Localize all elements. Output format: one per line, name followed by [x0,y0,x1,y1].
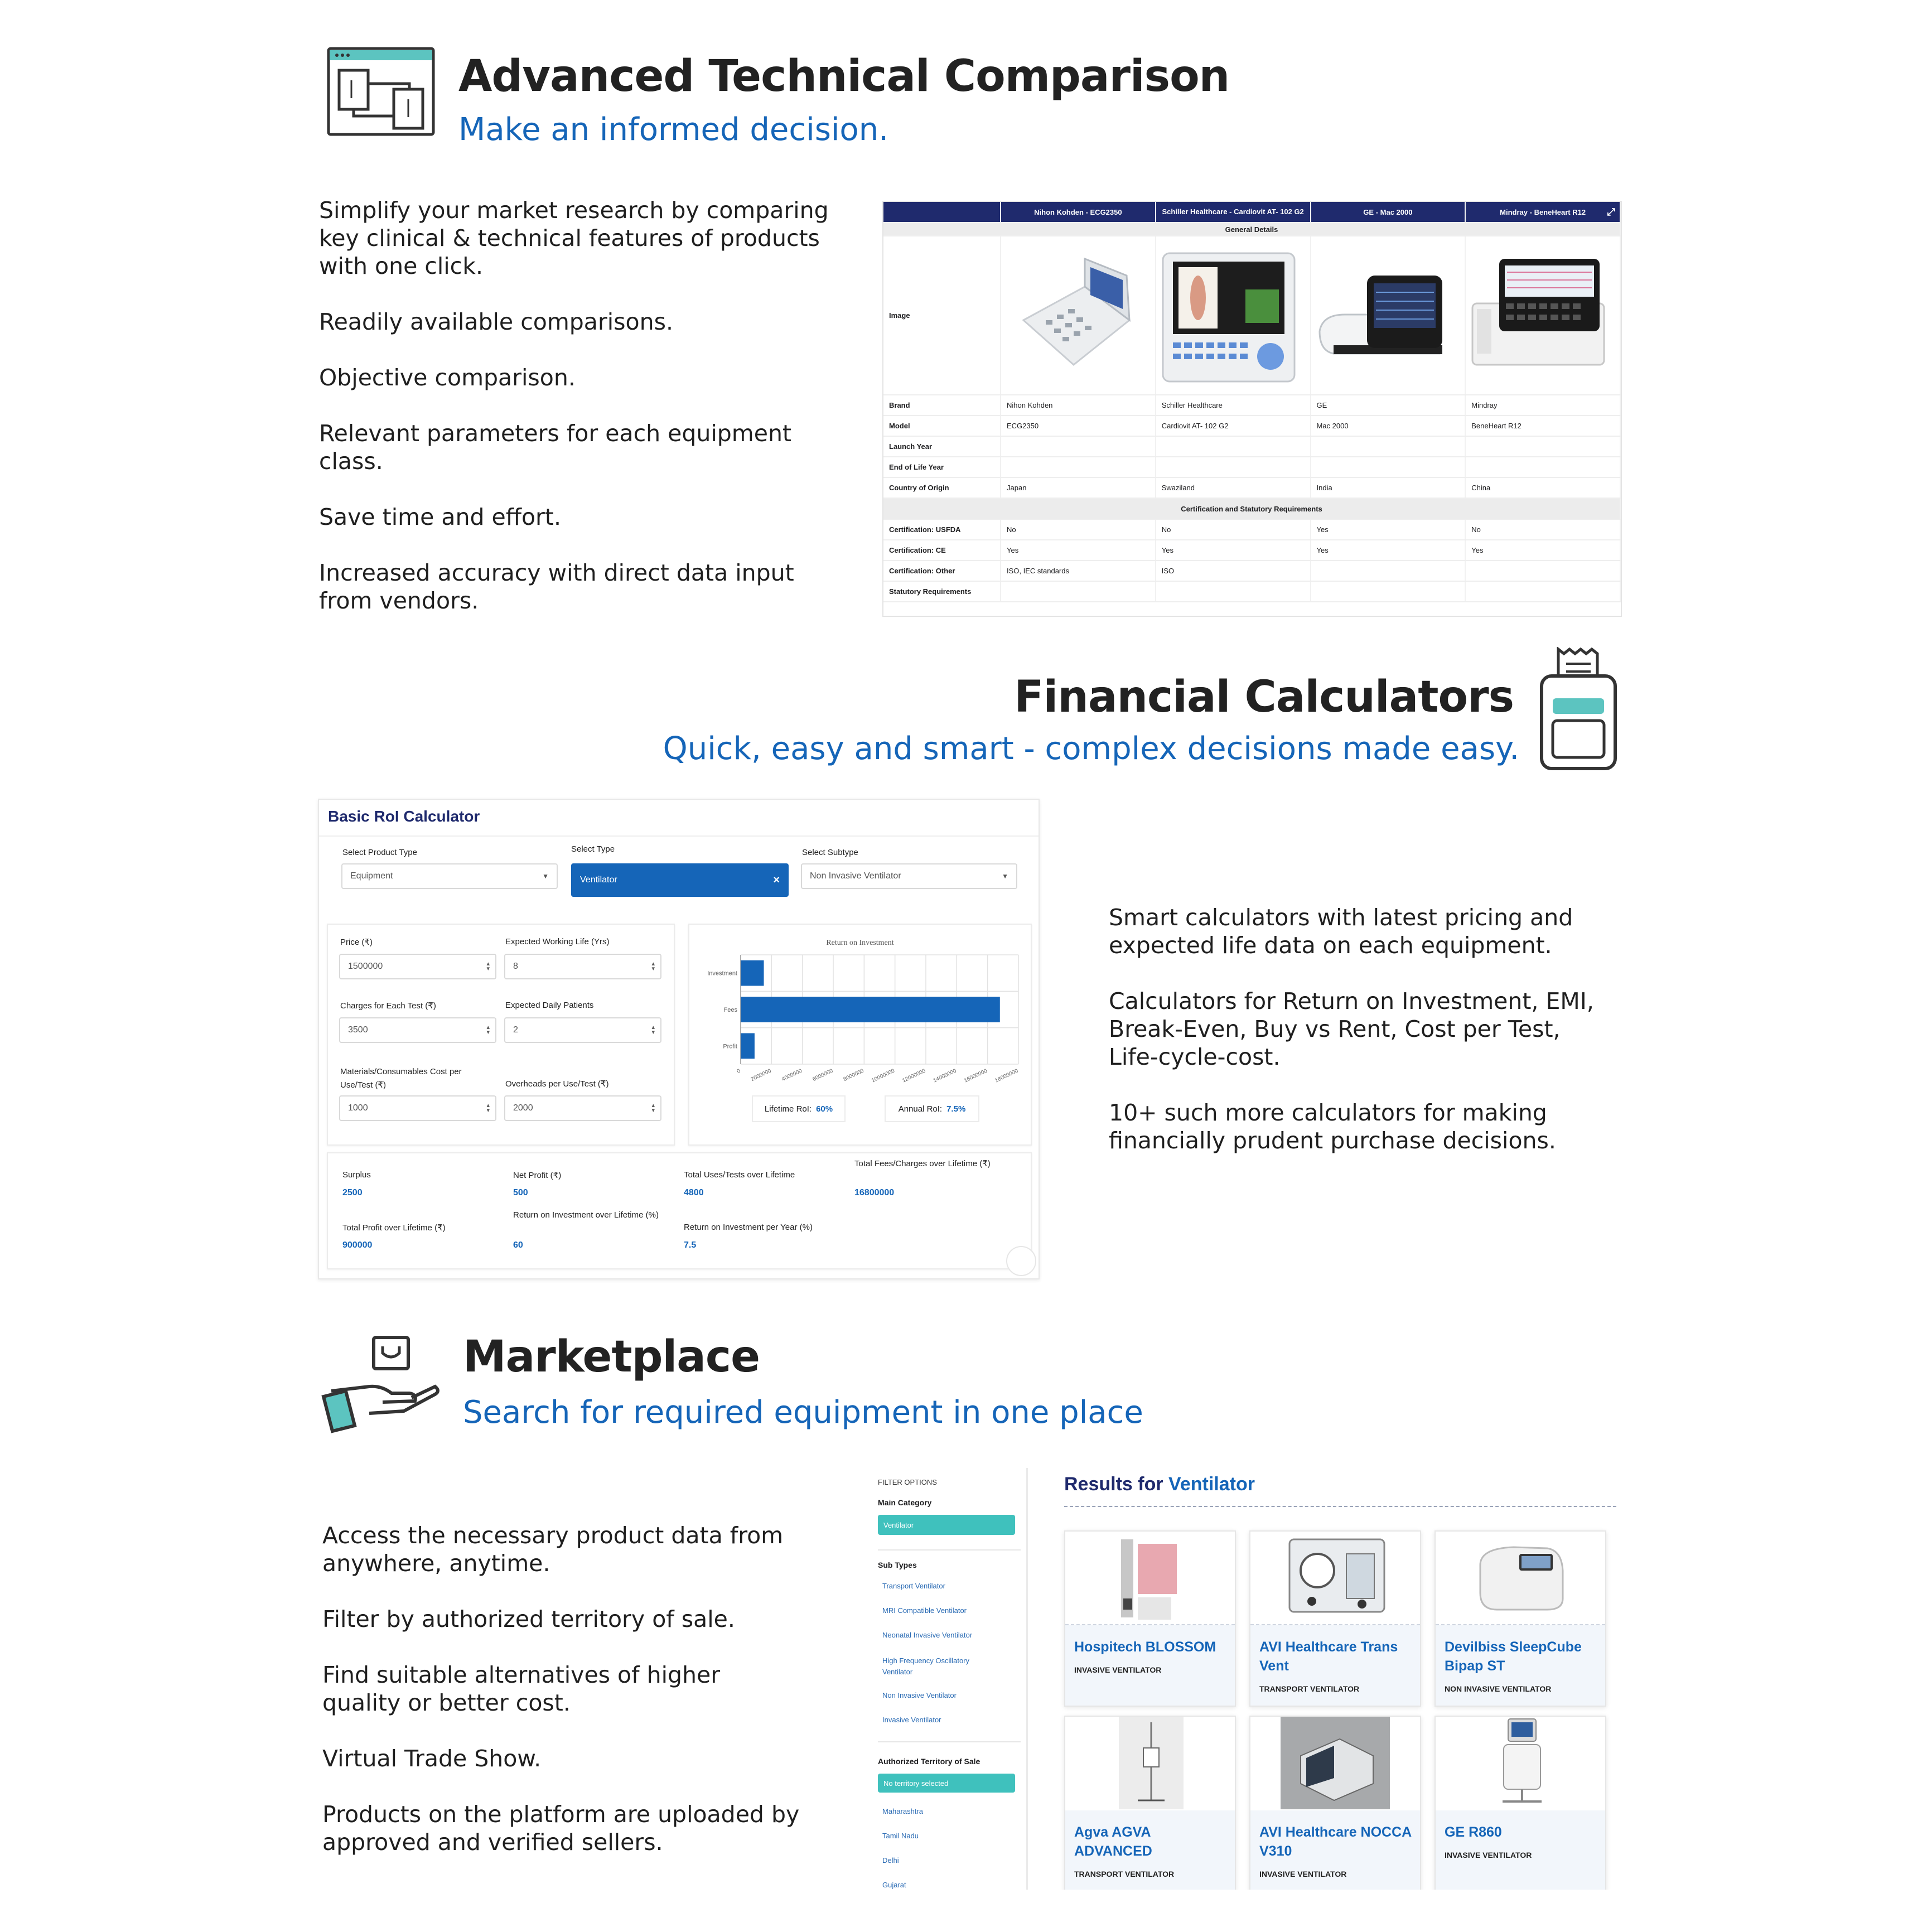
product-type: TRANSPORT VENTILATOR [1259,1684,1360,1693]
result-label: Return on Investment per Year (%) [684,1223,813,1232]
roi-results-panel [327,1152,1032,1269]
stepper-icon[interactable]: ▴ ▾ [651,960,655,972]
mindray-device-image [1466,236,1611,393]
product-name[interactable]: AVI Healthcare NOCCA V310 [1259,1824,1412,1859]
sub-type-item[interactable]: High Frequency Oscillatory Ventilator [882,1656,970,1676]
y-category-label: Fees [723,1007,737,1013]
stepper-icon[interactable]: ▴ ▾ [651,1024,655,1036]
row-label: Launch Year [883,436,1001,457]
result-value: 7.5 [684,1240,697,1250]
product-type-select[interactable] [341,863,558,889]
marketplace-point: Virtual Trade Show. [322,1745,542,1772]
marketplace-hand-icon [320,1333,443,1439]
marketplace-point: Access the necessary product data from anywhere, anytime. [322,1522,784,1577]
calculators-subtitle: Quick, easy and smart - complex decisions made easy. [663,731,1519,767]
table-row [883,581,1620,602]
charges-label: Charges for Each Test (₹) [340,1001,436,1011]
type-value: Ventilator [580,875,617,885]
life-label: Expected Working Life (Yrs) [505,937,610,946]
table-cell: Japan [1001,477,1156,498]
table-row [883,457,1620,477]
column-header: GE - Mac 2000 [1311,202,1466,223]
marketplace-point: Filter by authorized territory of sale. [322,1606,735,1632]
product-image-cell [1311,236,1466,395]
column-header: Nihon Kohden - ECG2350 [1001,202,1156,223]
bar-fees [741,997,1000,1022]
roi-inputs-panel [327,924,675,1146]
marketplace-point: Products on the platform are uploaded by approved and verified sellers. [322,1801,800,1856]
table-cell: Cardiovit AT- 102 G2 [1156,416,1311,436]
x-tick-label: 0 [736,1068,742,1075]
chevron-down-icon: ▼ [1002,872,1008,880]
row-label: Brand [883,395,1001,416]
lifetime-roi-label: Lifetime RoI: [764,1104,812,1114]
product-type-label: Select Product Type [342,848,417,857]
table-cell [1311,457,1466,477]
table-cell: ISO, IEC standards [1001,561,1156,581]
comparison-point: Simplify your market research by comparing key clinical & technical features of products with one click. [319,197,829,279]
annual-roi-value: 7.5% [946,1104,966,1114]
type-label: Select Type [571,844,615,854]
table-cell: Yes [1465,540,1620,561]
table-cell: China [1465,477,1620,498]
table-cell [1156,457,1311,477]
product-image [1436,1532,1605,1625]
x-tick-label: 4000000 [780,1068,803,1083]
product-image [1250,1532,1420,1625]
product-name[interactable]: Hospitech BLOSSOM [1074,1639,1216,1655]
result-label: Surplus [342,1170,371,1180]
results-heading [1064,1474,1255,1495]
table-corner [883,202,1001,223]
table-cell [1311,436,1466,457]
type-select[interactable] [571,863,789,897]
territory-item[interactable]: Gujarat [882,1881,906,1889]
table-row [883,416,1620,436]
x-tick-label: 8000000 [842,1068,865,1083]
product-name[interactable]: Devilbiss SleepCube Bipap ST [1445,1639,1582,1674]
table-row [883,477,1620,498]
product-type: NON INVASIVE VENTILATOR [1445,1684,1552,1693]
filter-sidebar [864,1468,1028,1890]
product-type-value: Equipment [350,871,393,881]
territory-item[interactable]: Delhi [882,1856,899,1865]
comparison-table-card [882,201,1622,617]
ge-device-image [1311,236,1456,393]
patients-input[interactable] [504,1017,661,1043]
results-prefix: Results for [1064,1474,1163,1495]
annual-roi-label: Annual RoI: [898,1104,943,1114]
charges-input[interactable] [339,1017,496,1043]
table-cell: Nihon Kohden [1001,395,1156,416]
materials-label: Materials/Consumables Cost per Use/Test (₹) [340,1067,462,1090]
table-cell [1001,581,1156,602]
schiller-device-image [1156,236,1301,393]
calculators-title: Financial Calculators [1014,672,1514,722]
table-row [883,561,1620,581]
y-category-label: Investment [707,970,737,977]
materials-value: 1000 [348,1103,368,1113]
overheads-value: 2000 [513,1103,533,1113]
table-row [883,519,1620,540]
chevron-down-icon: ▼ [542,872,549,880]
materials-input[interactable] [339,1095,496,1121]
comparison-point: Save time and effort. [319,504,562,530]
column-header: Schiller Healthcare - Cardiovit AT- 102 G2 [1156,202,1311,223]
stepper-icon[interactable]: ▴ ▾ [486,1102,490,1114]
sub-type-item[interactable]: Non Invasive Ventilator [882,1691,957,1699]
comparison-section-icon [327,47,435,136]
subtype-label: Select Subtype [802,848,858,857]
table-cell: Yes [1311,540,1466,561]
marketplace-title: Marketplace [463,1332,760,1382]
result-label: Total Uses/Tests over Lifetime [684,1170,795,1180]
territory-value: No territory selected [883,1779,949,1788]
x-tick-label: 2000000 [750,1068,772,1083]
subtype-select[interactable] [801,863,1017,889]
table-cell: BeneHeart R12 [1465,416,1620,436]
product-image-cell [1001,236,1156,395]
column-header-label: Mindray - BeneHeart R12 [1500,207,1586,216]
table-cell [1465,561,1620,581]
product-card[interactable] [1434,1530,1606,1707]
marketplace-subtitle: Search for required equipment in one place [463,1394,1143,1431]
section-row-certification: Certification and Statutory Requirements [883,498,1620,519]
ecg-device-image [1001,236,1146,393]
sub-type-item[interactable]: MRI Compatible Ventilator [882,1606,967,1615]
table-cell: Mac 2000 [1311,416,1466,436]
result-label: Total Profit over Lifetime (₹) [342,1223,446,1233]
result-value: 2500 [342,1188,363,1197]
roi-bar-chart [689,925,1031,1092]
product-card[interactable] [1249,1530,1421,1707]
bar-profit [741,1033,755,1059]
row-label: Certification: CE [883,540,1001,561]
row-label: Image [883,236,1001,395]
comparison-subtitle: Make an informed decision. [458,112,888,148]
stepper-icon[interactable]: ▴ ▾ [651,1102,655,1114]
roi-heading: Basic RoI Calculator [328,808,480,825]
sub-types-label: Sub Types [878,1561,917,1569]
marketplace-panel [864,1468,1623,1890]
product-card[interactable] [1064,1716,1236,1890]
product-name[interactable]: GE R860 [1445,1824,1502,1840]
patients-label: Expected Daily Patients [505,1001,594,1010]
table-cell [1156,581,1311,602]
territory-label: Authorized Territory of Sale [878,1757,981,1766]
result-value: 500 [513,1188,528,1197]
marketplace-point: Find suitable alternatives of higher quality or better cost. [322,1661,721,1716]
table-cell: Yes [1156,540,1311,561]
result-value: 16800000 [854,1188,895,1197]
life-value: 8 [513,962,518,971]
calculator-icon [1539,647,1617,771]
stepper-icon[interactable]: ▴ ▾ [486,960,490,972]
row-label: Statutory Requirements [883,581,1001,602]
x-tick-label: 14000000 [932,1068,958,1084]
territory-chip[interactable] [878,1774,1015,1793]
comparison-point: Increased accuracy with direct data input from vendors. [319,559,794,614]
table-cell [1465,581,1620,602]
table-cell: Yes [1001,540,1156,561]
row-label: Certification: Other [883,561,1001,581]
product-type: TRANSPORT VENTILATOR [1074,1870,1175,1878]
row-label: Country of Origin [883,477,1001,498]
comparison-title: Advanced Technical Comparison [458,51,1230,102]
table-cell [1311,561,1466,581]
sub-type-item[interactable]: Transport Ventilator [882,1582,945,1590]
product-image [1250,1717,1420,1809]
x-tick-label: 10000000 [870,1068,896,1084]
product-image [1436,1717,1605,1809]
product-type: INVASIVE VENTILATOR [1259,1870,1347,1878]
row-label: End of Life Year [883,457,1001,477]
main-category-chip[interactable] [878,1515,1015,1535]
clear-icon[interactable]: × [773,873,780,886]
x-tick-label: 16000000 [963,1068,988,1084]
result-value: 900000 [342,1240,373,1250]
expand-icon[interactable]: ⤢ [1607,206,1615,218]
chart-title: Return on Investment [826,939,894,947]
result-value: 4800 [684,1188,704,1197]
territory-item[interactable]: Maharashtra [882,1807,923,1815]
table-cell: Swaziland [1156,477,1311,498]
comparison-point: Relevant parameters for each equipment class. [319,420,792,475]
table-cell [1465,457,1620,477]
calculator-point: Calculators for Return on Investment, EMI, Break-Even, Buy vs Rent, Cost per Test, Life-cycle-cost. [1109,988,1594,1070]
product-type: INVASIVE VENTILATOR [1074,1665,1162,1674]
row-label: Certification: USFDA [883,519,1001,540]
result-value: 60 [513,1240,523,1250]
column-header [1465,202,1620,223]
annual-roi-box [885,1095,979,1122]
product-card[interactable] [1434,1716,1606,1890]
main-category-value: Ventilator [883,1520,914,1529]
lifetime-roi-value: 60% [816,1104,833,1114]
result-label: Return on Investment over Lifetime (%) [513,1210,659,1220]
result-label: Net Profit (₹) [513,1171,562,1180]
product-type: INVASIVE VENTILATOR [1445,1851,1532,1859]
table-cell: ISO [1156,561,1311,581]
product-card[interactable] [1249,1716,1421,1890]
table-cell: No [1156,519,1311,540]
comparison-point: Objective comparison. [319,364,576,391]
filter-heading: FILTER OPTIONS [878,1478,937,1486]
x-tick-label: 18000000 [994,1068,1020,1084]
overheads-input[interactable] [504,1095,661,1121]
table-row [883,436,1620,457]
table-cell: India [1311,477,1466,498]
table-cell: ECG2350 [1001,416,1156,436]
sub-type-item[interactable]: Invasive Ventilator [882,1716,941,1724]
product-image-cell [1465,236,1620,395]
stepper-icon[interactable]: ▴ ▾ [486,1024,490,1036]
overheads-label: Overheads per Use/Test (₹) [505,1079,609,1089]
product-image [1065,1532,1235,1625]
bar-investment [741,960,764,986]
table-cell [1001,457,1156,477]
result-label: Total Fees/Charges over Lifetime (₹) [854,1159,991,1168]
section-row-general: General Details [883,223,1620,236]
comparison-table [883,202,1621,602]
product-name[interactable]: AVI Healthcare Trans Vent [1259,1639,1398,1674]
table-row [883,540,1620,561]
results-query: Ventilator [1168,1474,1255,1495]
x-tick-label: 12000000 [901,1068,927,1084]
table-cell: Mindray [1465,395,1620,416]
marketplace-points [322,1522,802,1884]
table-cell [1001,436,1156,457]
comparison-points [319,196,843,643]
charges-value: 3500 [348,1025,368,1035]
life-input[interactable] [504,954,661,979]
table-cell [1465,436,1620,457]
roi-chart-panel [688,924,1032,1146]
sub-type-item[interactable]: Neonatal Invasive Ventilator [882,1631,973,1639]
product-card[interactable] [1064,1530,1236,1707]
territory-item[interactable]: Tamil Nadu [882,1832,919,1840]
table-row [883,395,1620,416]
main-category-label: Main Category [878,1498,932,1507]
lifetime-roi-box [752,1095,846,1122]
scroll-circle-icon[interactable] [1006,1246,1036,1276]
patients-value: 2 [513,1025,518,1035]
price-value: 1500000 [348,962,383,971]
subtype-value: Non Invasive Ventilator [810,871,901,881]
table-cell: Schiller Healthcare [1156,395,1311,416]
comparison-point: Readily available comparisons. [319,308,673,335]
table-cell: Yes [1311,519,1466,540]
calculator-point: Smart calculators with latest pricing and expected life data on each equipment. [1109,904,1573,959]
y-category-label: Profit [723,1043,737,1050]
roi-calculator-card [318,799,1040,1279]
product-name[interactable]: Agva AGVA ADVANCED [1074,1824,1152,1859]
table-cell [1311,581,1466,602]
price-input[interactable] [339,954,496,979]
x-tick-label: 6000000 [812,1068,834,1083]
table-cell: No [1465,519,1620,540]
table-cell: No [1001,519,1156,540]
table-cell [1156,436,1311,457]
price-label: Price (₹) [340,938,373,947]
row-label: Model [883,416,1001,436]
product-image-cell [1156,236,1311,395]
product-image [1065,1717,1235,1809]
calculators-points [1109,904,1611,1182]
table-cell: GE [1311,395,1466,416]
calculator-point: 10+ such more calculators for making financially prudent purchase decisions. [1109,1099,1556,1154]
